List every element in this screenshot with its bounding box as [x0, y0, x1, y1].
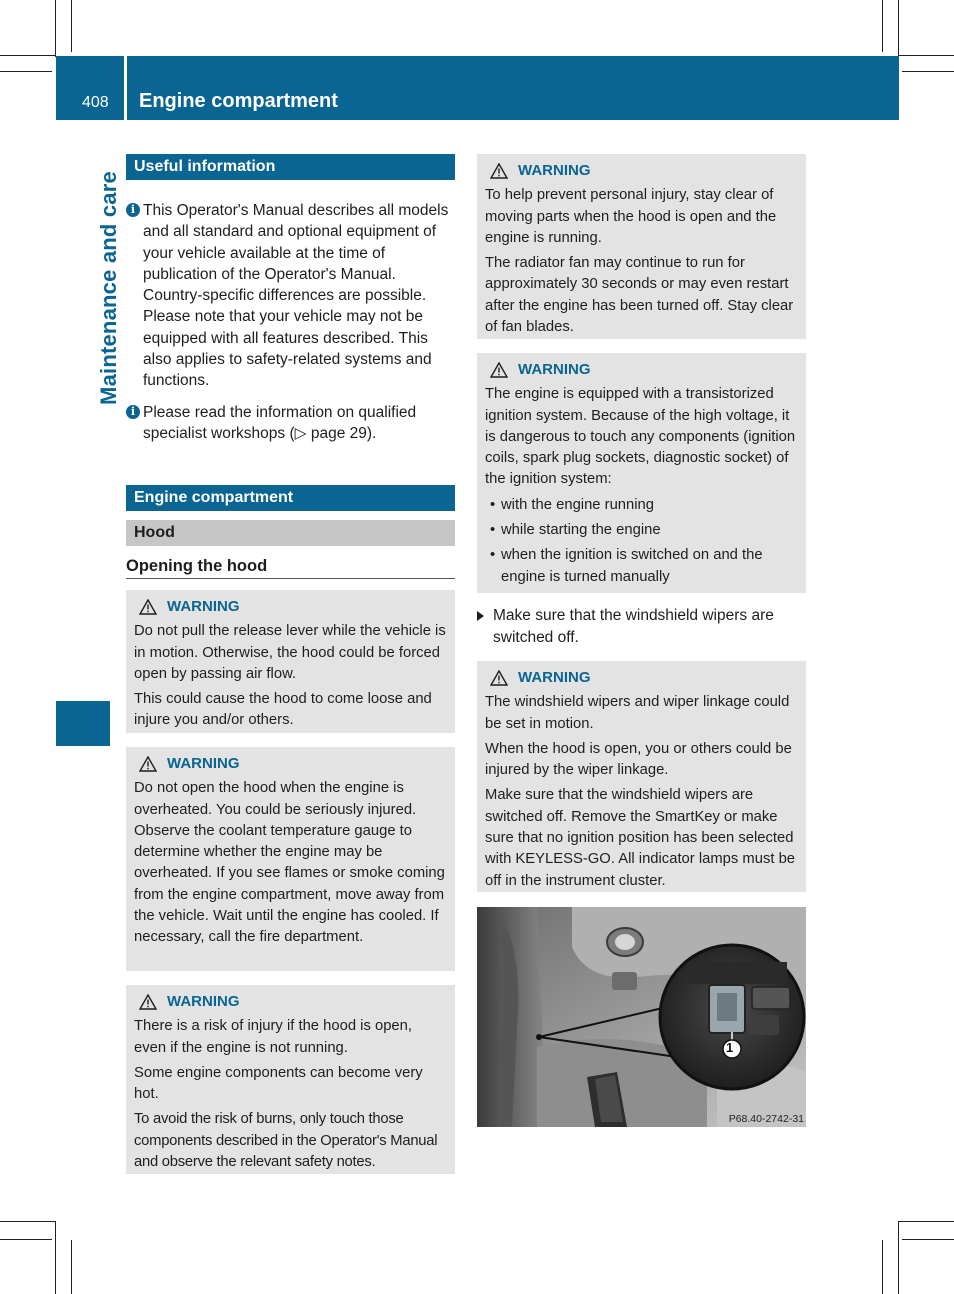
bullet-list [485, 495, 799, 588]
warning-text: The radiator fan may continue to run for approximately 30 seconds or may even restart after the engine has been turned off. Stay clear of fan blades. [485, 255, 794, 336]
crop-mark [882, 1240, 883, 1294]
warning-box [126, 985, 455, 1174]
useful-information-bar: Useful information [126, 154, 455, 180]
opening-hood-heading: Opening the hood [126, 557, 455, 579]
header-divider [124, 56, 127, 120]
warning-triangle-icon [490, 362, 508, 378]
hood-release-illustration [477, 907, 806, 1127]
hood-release-photo [477, 907, 806, 1127]
crop-mark [882, 0, 883, 52]
warning-label: WARNING [518, 669, 591, 686]
crop-mark [898, 0, 899, 57]
warning-heading [134, 753, 448, 774]
info-note-text: Please read the information on qualified specialist workshops (▷ page 29). [143, 404, 417, 443]
warning-label: WARNING [518, 162, 591, 179]
figure-code: P68.40-2742-31 [728, 1113, 804, 1125]
warning-heading [134, 991, 448, 1012]
crop-mark [0, 1221, 56, 1222]
warning-box [126, 590, 455, 733]
page-header [56, 56, 899, 120]
warning-box [126, 747, 455, 971]
warning-box [477, 661, 806, 892]
list-item: • when the ignition is switched on and the engine is turned manually [485, 545, 799, 588]
crop-mark [0, 71, 52, 72]
callout-number: 1 [726, 1040, 734, 1055]
info-icon: i [126, 405, 140, 419]
warning-triangle-icon [490, 670, 508, 686]
crop-mark [0, 55, 56, 56]
warning-label: WARNING [167, 993, 240, 1010]
list-item: • while starting the engine [485, 520, 799, 541]
list-item: • with the engine running [485, 495, 799, 516]
warning-text: The windshield wipers and wiper linkage could be set in motion. [485, 694, 790, 732]
warning-heading [134, 596, 448, 617]
chapter-label: Maintenance and care [96, 171, 121, 405]
crop-mark [898, 55, 954, 56]
warning-heading [485, 160, 799, 181]
info-icon: i [126, 203, 140, 217]
warning-triangle-icon [490, 163, 508, 179]
warning-label: WARNING [167, 755, 240, 772]
warning-text: This could cause the hood to come loose and injure you and/or others. [134, 691, 432, 729]
info-note [130, 402, 455, 445]
warning-box [477, 154, 806, 339]
crop-mark [55, 1221, 56, 1294]
warning-text: There is a risk of injury if the hood is open, even if the engine is not running. [134, 1018, 412, 1056]
warning-triangle-icon [139, 994, 157, 1010]
crop-mark [902, 71, 954, 72]
instruction-text: Make sure that the windshield wipers are switched off. [493, 607, 774, 646]
warning-triangle-icon [139, 756, 157, 772]
warning-heading [485, 359, 799, 380]
page-number: 408 [82, 94, 109, 111]
crop-mark [55, 0, 56, 57]
warning-text: Some engine components can become very hot. [134, 1064, 423, 1103]
warning-box [477, 353, 806, 593]
info-note-text: This Operator's Manual describes all models and all standard and optional equipment of your vehicle available at the time of publication of the Operator's Manual. Country-specific differences are possible. Please note that your vehicle may not be equipped with all features described. This also applies to safety-related systems and functions. [143, 202, 449, 390]
warning-text: The engine is equipped with a transistorized ignition system. Because of the high voltage, it is dangerous to touch any components (ignition coils, spark plug sockets, diagnostic socket) of the ignition system: [485, 386, 796, 488]
warning-text: When the hood is open, you or others could be injured by the wiper linkage. [485, 740, 792, 779]
warning-text: To avoid the risk of burns, only touch those components described in the Operator's Manual and observe the relevant safety notes. [134, 1111, 438, 1171]
chapter-tab-marker [56, 701, 110, 746]
crop-mark [898, 1221, 899, 1294]
hood-bar: Hood [126, 520, 455, 546]
page-title: Engine compartment [139, 90, 338, 112]
crop-mark [898, 1221, 954, 1222]
crop-mark [71, 1240, 72, 1294]
warning-text: Make sure that the windshield wipers are switched off. Remove the SmartKey or make sure that no ignition position has been selected with KEYLESS-GO. All indicator lamps must be off in the instrument cluster. [485, 787, 796, 889]
warning-triangle-icon [139, 599, 157, 615]
instruction-step [477, 605, 822, 649]
warning-heading [485, 667, 799, 688]
crop-mark [902, 1239, 954, 1240]
warning-text: To help prevent personal injury, stay clear of moving parts when the hood is open and the engine is running. [485, 187, 777, 246]
crop-mark [71, 0, 72, 52]
info-note [130, 200, 457, 392]
step-arrow-icon [477, 611, 484, 621]
warning-label: WARNING [518, 361, 591, 378]
warning-text: Do not pull the release lever while the vehicle is in motion. Otherwise, the hood could be forced open by passing air flow. [134, 623, 446, 682]
crop-mark [0, 1239, 52, 1240]
warning-label: WARNING [167, 598, 240, 615]
engine-compartment-bar: Engine compartment [126, 485, 455, 511]
warning-text: Do not open the hood when the engine is overheated. You could be seriously injured. Observe the coolant temperature gauge to determine whether the engine may be overheated. If you see flames or smoke coming from the engine compartment, move away from the vehicle. Wait until the engine has cooled. If necessary, call the fire department. [134, 780, 445, 946]
